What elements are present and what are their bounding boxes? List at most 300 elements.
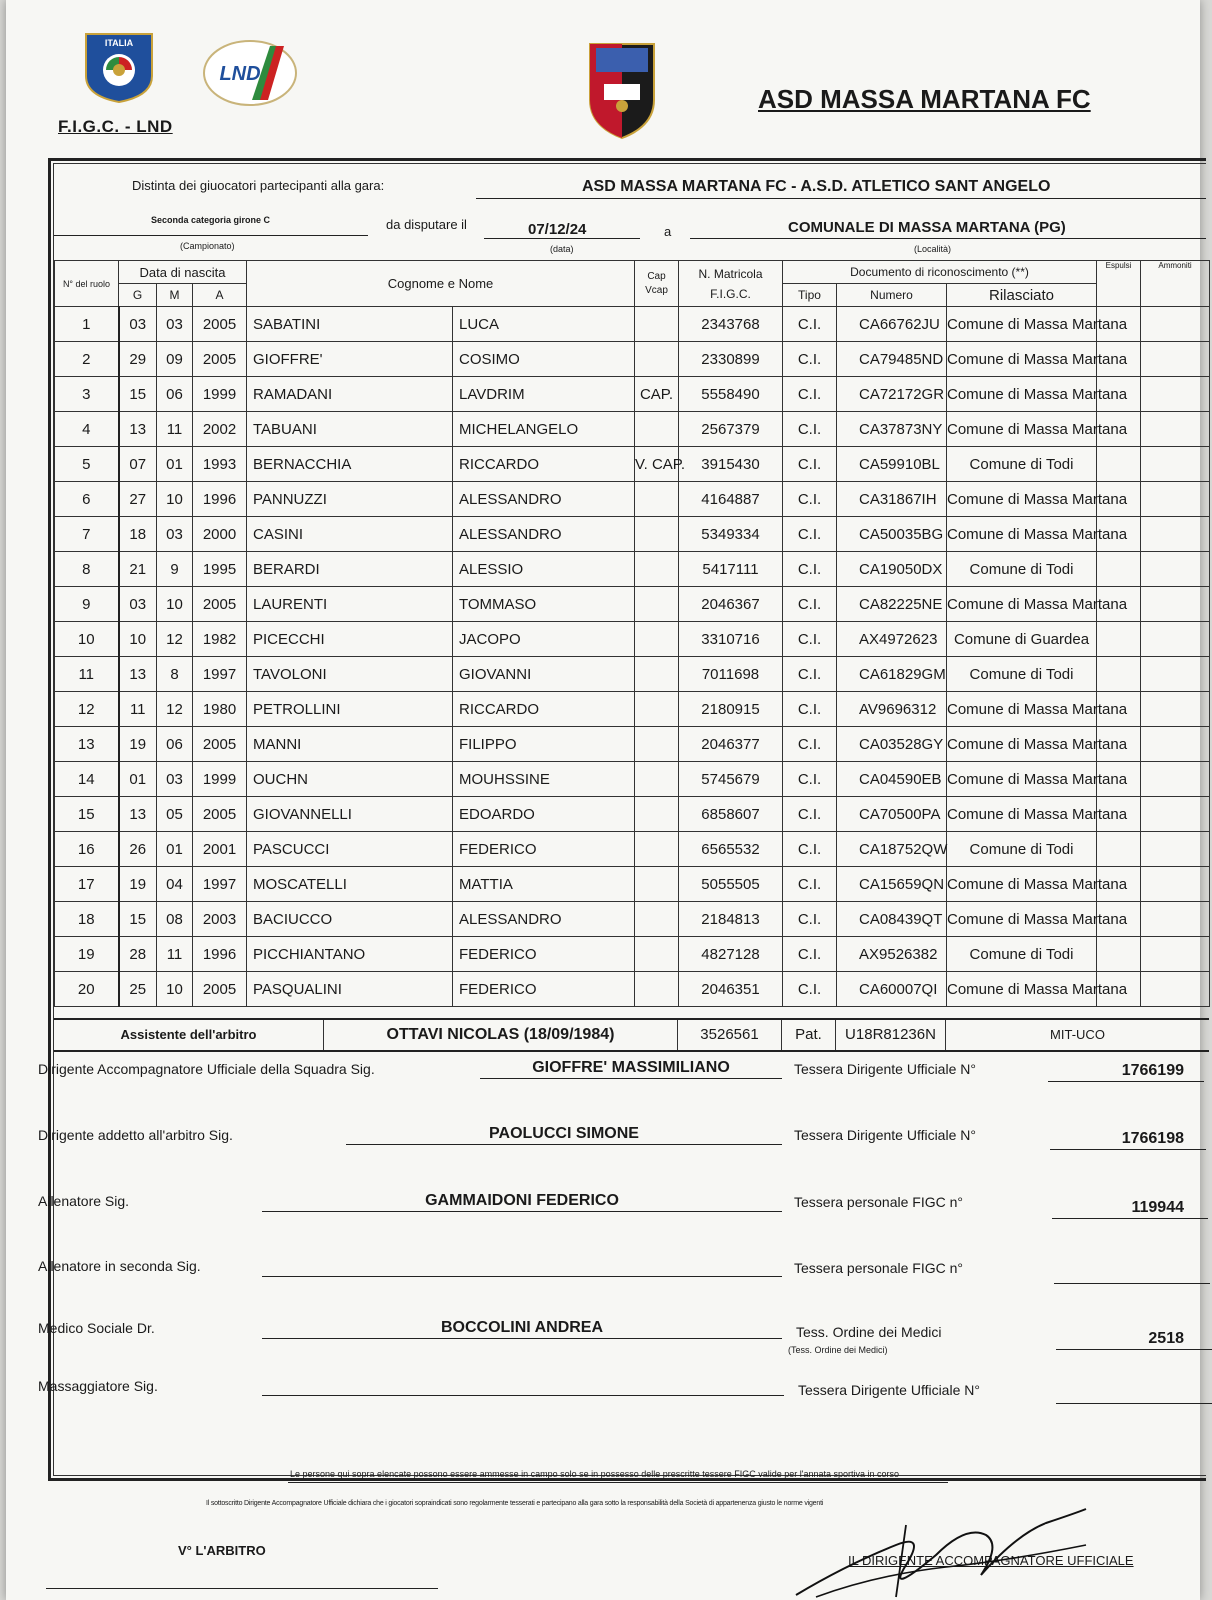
booked-cell bbox=[1141, 342, 1210, 377]
player-first-name: FEDERICO bbox=[453, 832, 635, 867]
date-caption: (data) bbox=[550, 244, 574, 254]
booked-cell bbox=[1141, 517, 1210, 552]
staff-tessera-label: Tessera Dirigente Ufficiale N° bbox=[798, 1382, 980, 1398]
birth-month: 10 bbox=[157, 972, 193, 1007]
player-first-name: COSIMO bbox=[453, 342, 635, 377]
header-ammoniti: Ammoniti bbox=[1141, 261, 1210, 307]
staff-name-dirigente-arbitro: PAOLUCCI SIMONE bbox=[489, 1125, 639, 1142]
document-number: CA15659QN bbox=[837, 867, 947, 902]
document-issued-by: Comune di Massa Martana bbox=[947, 797, 1097, 832]
players-table-body bbox=[55, 307, 1210, 1007]
player-surname: MOSCATELLI bbox=[247, 867, 453, 902]
table-row bbox=[55, 657, 1210, 692]
birth-day: 26 bbox=[119, 832, 157, 867]
player-number: 5 bbox=[55, 447, 119, 482]
expelled-cell bbox=[1097, 622, 1141, 657]
player-number: 17 bbox=[55, 867, 119, 902]
document-type: C.I. bbox=[783, 972, 837, 1007]
table-row bbox=[55, 482, 1210, 517]
player-surname: PICECCHI bbox=[247, 622, 453, 657]
document-number: CA60007QI bbox=[837, 972, 947, 1007]
championship-value: Seconda categoria girone C bbox=[151, 215, 271, 225]
document-type: C.I. bbox=[783, 517, 837, 552]
document-type: C.I. bbox=[783, 727, 837, 762]
player-surname: GIOFFRE' bbox=[247, 342, 453, 377]
birth-month: 03 bbox=[157, 762, 193, 797]
header-tipo: Tipo bbox=[783, 284, 837, 307]
player-number: 10 bbox=[55, 622, 119, 657]
document-issued-by: Comune di Massa Martana bbox=[947, 307, 1097, 342]
venue-caption: (Località) bbox=[914, 244, 952, 254]
footer-note-underline bbox=[288, 1482, 948, 1483]
header-rilasciato: Rilasciato bbox=[947, 284, 1097, 307]
document-type: C.I. bbox=[783, 342, 837, 377]
player-number: 7 bbox=[55, 517, 119, 552]
referee-assistant-issued: MIT-UCO bbox=[1050, 1027, 1105, 1042]
birth-day: 01 bbox=[119, 762, 157, 797]
document-number: CA72172GR bbox=[837, 377, 947, 412]
player-surname: PASCUCCI bbox=[247, 832, 453, 867]
player-surname: OUCHN bbox=[247, 762, 453, 797]
document-type: C.I. bbox=[783, 657, 837, 692]
header-m: M bbox=[157, 284, 193, 307]
player-first-name: ALESSANDRO bbox=[453, 902, 635, 937]
captain-mark bbox=[635, 412, 679, 447]
birth-month: 03 bbox=[157, 307, 193, 342]
figc-registration-number: 5417111 bbox=[679, 552, 783, 587]
document-number: CA18752QW bbox=[837, 832, 947, 867]
captain-mark bbox=[635, 587, 679, 622]
table-header-row bbox=[55, 261, 1210, 284]
player-first-name: MICHELANGELO bbox=[453, 412, 635, 447]
document-issued-by: Comune di Massa Martana bbox=[947, 377, 1097, 412]
birth-day: 19 bbox=[119, 727, 157, 762]
birth-year: 1993 bbox=[193, 447, 247, 482]
player-number: 1 bbox=[55, 307, 119, 342]
header-name: Cognome e Nome bbox=[247, 261, 635, 307]
booked-cell bbox=[1141, 412, 1210, 447]
table-row bbox=[55, 972, 1210, 1007]
birth-day: 11 bbox=[119, 692, 157, 727]
birth-year: 1996 bbox=[193, 482, 247, 517]
figc-registration-number: 5055505 bbox=[679, 867, 783, 902]
table-row bbox=[55, 447, 1210, 482]
tessera-underline bbox=[1052, 1218, 1208, 1219]
match-date: 07/12/24 bbox=[528, 221, 587, 238]
player-first-name: RICCARDO bbox=[453, 692, 635, 727]
document-number: CA82225NE bbox=[837, 587, 947, 622]
captain-mark bbox=[635, 622, 679, 657]
booked-cell bbox=[1141, 552, 1210, 587]
referee-assistant-name: OTTAVI NICOLAS (18/09/1984) bbox=[324, 1020, 678, 1050]
birth-day: 03 bbox=[119, 307, 157, 342]
player-surname: PANNUZZI bbox=[247, 482, 453, 517]
document-issued-by: Comune di Massa Martana bbox=[947, 972, 1097, 1007]
player-number: 11 bbox=[55, 657, 119, 692]
staff-tessera-dirigente-accompagnatore: 1766199 bbox=[1121, 1062, 1184, 1079]
document-issued-by: Comune di Guardea bbox=[947, 622, 1097, 657]
captain-mark bbox=[635, 517, 679, 552]
document-issued-by: Comune di Massa Martana bbox=[947, 762, 1097, 797]
player-number: 19 bbox=[55, 937, 119, 972]
birth-day: 07 bbox=[119, 447, 157, 482]
figc-registration-number: 2330899 bbox=[679, 342, 783, 377]
referee-signature-line bbox=[46, 1588, 438, 1589]
header-espulsi: Espulsi bbox=[1097, 261, 1141, 307]
to-play-label: da disputare il bbox=[386, 217, 467, 232]
document-type: C.I. bbox=[783, 307, 837, 342]
birth-month: 12 bbox=[157, 692, 193, 727]
document-issued-by: Comune di Massa Martana bbox=[947, 587, 1097, 622]
captain-mark bbox=[635, 307, 679, 342]
table-row bbox=[55, 797, 1210, 832]
player-first-name: FILIPPO bbox=[453, 727, 635, 762]
referee-assistant-label: Assistente dell'arbitro bbox=[54, 1020, 324, 1050]
staff-tessera-allenatore: 119944 bbox=[1131, 1199, 1184, 1216]
club-title: ASD MASSA MARTANA FC bbox=[758, 84, 1091, 114]
booked-cell bbox=[1141, 587, 1210, 622]
captain-mark bbox=[635, 727, 679, 762]
document-type: C.I. bbox=[783, 412, 837, 447]
table-row bbox=[55, 902, 1210, 937]
staff-tessera-label: Tessera Dirigente Ufficiale N° bbox=[794, 1127, 976, 1143]
document-type: C.I. bbox=[783, 867, 837, 902]
player-first-name: ALESSANDRO bbox=[453, 517, 635, 552]
player-surname: PICCHIANTANO bbox=[247, 937, 453, 972]
referee-assistant-matricola: 3526561 bbox=[678, 1020, 782, 1050]
referee-signature-label: V° L'ARBITRO bbox=[178, 1543, 266, 1558]
document-number: AX9526382 bbox=[837, 937, 947, 972]
staff-name-dirigente-accompagnatore: GIOFFRE' MASSIMILIANO bbox=[532, 1059, 730, 1076]
staff-underline bbox=[262, 1276, 782, 1277]
figc-registration-number: 5745679 bbox=[679, 762, 783, 797]
birth-day: 18 bbox=[119, 517, 157, 552]
document-type: C.I. bbox=[783, 482, 837, 517]
player-surname: RAMADANI bbox=[247, 377, 453, 412]
document-type: C.I. bbox=[783, 447, 837, 482]
table-row bbox=[55, 937, 1210, 972]
birth-year: 2005 bbox=[193, 307, 247, 342]
player-number: 13 bbox=[55, 727, 119, 762]
document-type: C.I. bbox=[783, 377, 837, 412]
official-signature-label: IL DIRIGENTE ACCOMPAGNATORE UFFICIALE bbox=[848, 1553, 1134, 1568]
referee-assistant-doc-number: U18R81236N bbox=[836, 1020, 946, 1050]
document-issued-by: Comune di Massa Martana bbox=[947, 867, 1097, 902]
document-number: CA66762JU bbox=[837, 307, 947, 342]
document-number: CA03528GY bbox=[837, 727, 947, 762]
expelled-cell bbox=[1097, 832, 1141, 867]
birth-day: 25 bbox=[119, 972, 157, 1007]
figc-shield-logo bbox=[82, 32, 156, 104]
staff-label-allenatore: Allenatore Sig. bbox=[38, 1193, 130, 1209]
birth-day: 29 bbox=[119, 342, 157, 377]
player-surname: GIOVANNELLI bbox=[247, 797, 453, 832]
birth-month: 09 bbox=[157, 342, 193, 377]
tessera-underline bbox=[1056, 1349, 1212, 1350]
booked-cell bbox=[1141, 482, 1210, 517]
staff-label-medico: Medico Sociale Dr. bbox=[38, 1320, 155, 1336]
figc-registration-number: 2046377 bbox=[679, 727, 783, 762]
booked-cell bbox=[1141, 307, 1210, 342]
birth-day: 10 bbox=[119, 622, 157, 657]
birth-day: 19 bbox=[119, 867, 157, 902]
expelled-cell bbox=[1097, 657, 1141, 692]
birth-year: 2005 bbox=[193, 342, 247, 377]
document-issued-by: Comune di Massa Martana bbox=[947, 342, 1097, 377]
player-surname: PETROLLINI bbox=[247, 692, 453, 727]
document-type: C.I. bbox=[783, 832, 837, 867]
figc-registration-number: 5558490 bbox=[679, 377, 783, 412]
birth-year: 1982 bbox=[193, 622, 247, 657]
staff-name-medico: BOCCOLINI ANDREA bbox=[440, 1319, 604, 1336]
footer-note-eligibility: Le persone qui sopra elencate possono essere ammesse in campo solo se in possesso delle prescritte tessere FIGC valide per l'annata sportiva in corso bbox=[290, 1469, 900, 1479]
document-type: C.I. bbox=[783, 552, 837, 587]
booked-cell bbox=[1141, 657, 1210, 692]
captain-mark bbox=[635, 902, 679, 937]
match-sheet-form bbox=[38, 158, 1206, 1481]
player-first-name: MATTIA bbox=[453, 867, 635, 902]
document-issued-by: Comune di Massa Martana bbox=[947, 482, 1097, 517]
figc-registration-number: 2184813 bbox=[679, 902, 783, 937]
footer-note-declaration: Il sottoscritto Dirigente Accompagnatore Ufficiale dichiara che i giocatori sopraindicati sono regolarmente tesserati e partecipano alla gara sotto la responsabilità della Società di appartenenza giusto le norme vigenti bbox=[206, 1500, 824, 1507]
player-number: 8 bbox=[55, 552, 119, 587]
birth-year: 1997 bbox=[193, 867, 247, 902]
staff-label-dirigente-accompagnatore: Dirigente Accompagnatore Ufficiale della Squadra Sig. bbox=[38, 1061, 375, 1077]
figc-label: F.I.G.C. - LND bbox=[58, 117, 173, 136]
player-number: 4 bbox=[55, 412, 119, 447]
expelled-cell bbox=[1097, 447, 1141, 482]
player-surname: CASINI bbox=[247, 517, 453, 552]
staff-underline bbox=[262, 1211, 782, 1212]
figc-registration-number: 7011698 bbox=[679, 657, 783, 692]
birth-year: 2003 bbox=[193, 902, 247, 937]
booked-cell bbox=[1141, 762, 1210, 797]
captain-mark bbox=[635, 762, 679, 797]
birth-year: 2005 bbox=[193, 972, 247, 1007]
birth-day: 15 bbox=[119, 902, 157, 937]
lnd-logo bbox=[202, 38, 302, 108]
staff-underline bbox=[262, 1338, 782, 1339]
figc-registration-number: 3915430 bbox=[679, 447, 783, 482]
staff-tessera-sublabel: (Tess. Ordine dei Medici) bbox=[788, 1345, 888, 1355]
document-type: C.I. bbox=[783, 587, 837, 622]
birth-year: 2001 bbox=[193, 832, 247, 867]
captain-mark bbox=[635, 832, 679, 867]
player-first-name: RICCARDO bbox=[453, 447, 635, 482]
lnd-logo-text: LND bbox=[219, 63, 261, 85]
staff-underline bbox=[346, 1144, 782, 1145]
birth-month: 9 bbox=[157, 552, 193, 587]
player-surname: LAURENTI bbox=[247, 587, 453, 622]
booked-cell bbox=[1141, 832, 1210, 867]
figc-registration-number: 6565532 bbox=[679, 832, 783, 867]
player-surname: MANNI bbox=[247, 727, 453, 762]
captain-mark bbox=[635, 797, 679, 832]
player-surname: BERNACCHIA bbox=[247, 447, 453, 482]
table-row bbox=[55, 727, 1210, 762]
birth-year: 1995 bbox=[193, 552, 247, 587]
tessera-underline bbox=[1054, 1283, 1210, 1284]
document-number: CA61829GM bbox=[837, 657, 947, 692]
player-first-name: TOMMASO bbox=[453, 587, 635, 622]
staff-underline bbox=[480, 1078, 782, 1079]
tessera-underline bbox=[1050, 1149, 1206, 1150]
table-row bbox=[55, 587, 1210, 622]
staff-tessera-label: Tessera personale FIGC n° bbox=[794, 1194, 964, 1210]
header-cap: Cap Vcap bbox=[635, 261, 679, 307]
player-number: 16 bbox=[55, 832, 119, 867]
player-surname: TAVOLONI bbox=[247, 657, 453, 692]
player-number: 18 bbox=[55, 902, 119, 937]
document-type: C.I. bbox=[783, 622, 837, 657]
birth-year: 1997 bbox=[193, 657, 247, 692]
birth-day: 27 bbox=[119, 482, 157, 517]
table-row bbox=[55, 342, 1210, 377]
document-number: AX4972623 bbox=[837, 622, 947, 657]
figc-registration-number: 2046351 bbox=[679, 972, 783, 1007]
header-role: N° del ruolo bbox=[55, 261, 119, 307]
booked-cell bbox=[1141, 377, 1210, 412]
header-g: G bbox=[119, 284, 157, 307]
handwritten-signature bbox=[786, 1505, 1106, 1600]
birth-month: 06 bbox=[157, 377, 193, 412]
captain-mark bbox=[635, 657, 679, 692]
birth-day: 28 bbox=[119, 937, 157, 972]
player-first-name: JACOPO bbox=[453, 622, 635, 657]
player-first-name: LAVDRIM bbox=[453, 377, 635, 412]
player-first-name: ALESSIO bbox=[453, 552, 635, 587]
player-number: 6 bbox=[55, 482, 119, 517]
figc-registration-number: 2343768 bbox=[679, 307, 783, 342]
table-row bbox=[55, 622, 1210, 657]
player-number: 15 bbox=[55, 797, 119, 832]
player-surname: BERARDI bbox=[247, 552, 453, 587]
table-row bbox=[55, 832, 1210, 867]
document-issued-by: Comune di Todi bbox=[947, 937, 1097, 972]
club-crest-logo bbox=[586, 40, 658, 140]
booked-cell bbox=[1141, 727, 1210, 762]
captain-mark bbox=[635, 552, 679, 587]
birth-day: 15 bbox=[119, 377, 157, 412]
player-number: 14 bbox=[55, 762, 119, 797]
player-surname: BACIUCCO bbox=[247, 902, 453, 937]
staff-name-allenatore: GAMMAIDONI FEDERICO bbox=[425, 1192, 619, 1209]
at-label: a bbox=[664, 224, 672, 239]
document-issued-by: Comune di Todi bbox=[947, 832, 1097, 867]
table-row bbox=[55, 377, 1210, 412]
captain-mark: CAP. bbox=[635, 377, 679, 412]
birth-month: 11 bbox=[157, 937, 193, 972]
player-number: 12 bbox=[55, 692, 119, 727]
captain-mark: V. CAP. bbox=[635, 447, 679, 482]
document-type: C.I. bbox=[783, 937, 837, 972]
document-issued-by: Comune di Todi bbox=[947, 447, 1097, 482]
birth-year: 2002 bbox=[193, 412, 247, 447]
document-number: CA08439QT bbox=[837, 902, 947, 937]
figc-registration-number: 2046367 bbox=[679, 587, 783, 622]
document-issued-by: Comune di Massa Martana bbox=[947, 902, 1097, 937]
teams-underline bbox=[476, 198, 1206, 199]
staff-label-dirigente-arbitro: Dirigente addetto all'arbitro Sig. bbox=[38, 1127, 233, 1143]
intro-text: Distinta dei giuocatori partecipanti alla gara: bbox=[132, 178, 385, 193]
document-issued-by: Comune di Todi bbox=[947, 552, 1097, 587]
expelled-cell bbox=[1097, 552, 1141, 587]
player-first-name: FEDERICO bbox=[453, 972, 635, 1007]
figc-registration-number: 5349334 bbox=[679, 517, 783, 552]
birth-day: 13 bbox=[119, 657, 157, 692]
birth-year: 2000 bbox=[193, 517, 247, 552]
document-type: C.I. bbox=[783, 797, 837, 832]
expelled-cell bbox=[1097, 937, 1141, 972]
document-issued-by: Comune di Todi bbox=[947, 657, 1097, 692]
birth-month: 04 bbox=[157, 867, 193, 902]
captain-mark bbox=[635, 867, 679, 902]
document-issued-by: Comune di Massa Martana bbox=[947, 517, 1097, 552]
figc-registration-number: 2180915 bbox=[679, 692, 783, 727]
birth-month: 06 bbox=[157, 727, 193, 762]
birth-month: 05 bbox=[157, 797, 193, 832]
player-surname: PASQUALINI bbox=[247, 972, 453, 1007]
birth-year: 2005 bbox=[193, 587, 247, 622]
booked-cell bbox=[1141, 622, 1210, 657]
championship-underline bbox=[54, 235, 368, 236]
booked-cell bbox=[1141, 867, 1210, 902]
player-surname: SABATINI bbox=[247, 307, 453, 342]
tessera-underline bbox=[1056, 1403, 1212, 1404]
championship-caption: (Campionato) bbox=[180, 241, 235, 251]
document-number: CA50035BG bbox=[837, 517, 947, 552]
date-underline bbox=[484, 238, 640, 239]
header-a: A bbox=[193, 284, 247, 307]
referee-assistant-doc-type: Pat. bbox=[782, 1020, 836, 1050]
document-number: CA04590EB bbox=[837, 762, 947, 797]
document-issued-by: Comune di Massa Martana bbox=[947, 727, 1097, 762]
birth-month: 01 bbox=[157, 447, 193, 482]
birth-day: 13 bbox=[119, 412, 157, 447]
match-venue: COMUNALE DI MASSA MARTANA (PG) bbox=[788, 219, 1066, 236]
birth-year: 1999 bbox=[193, 377, 247, 412]
birth-month: 11 bbox=[157, 412, 193, 447]
birth-month: 08 bbox=[157, 902, 193, 937]
birth-month: 10 bbox=[157, 482, 193, 517]
staff-tessera-label: Tessera personale FIGC n° bbox=[794, 1260, 964, 1276]
birth-month: 03 bbox=[157, 517, 193, 552]
document-number: AV9696312 bbox=[837, 692, 947, 727]
player-number: 20 bbox=[55, 972, 119, 1007]
table-row bbox=[55, 412, 1210, 447]
booked-cell bbox=[1141, 692, 1210, 727]
table-row bbox=[55, 552, 1210, 587]
header-numero: Numero bbox=[837, 284, 947, 307]
player-first-name: ALESSANDRO bbox=[453, 482, 635, 517]
booked-cell bbox=[1141, 797, 1210, 832]
birth-day: 21 bbox=[119, 552, 157, 587]
figc-registration-number: 3310716 bbox=[679, 622, 783, 657]
document-type: C.I. bbox=[783, 762, 837, 797]
birth-year: 1999 bbox=[193, 762, 247, 797]
document-number: CA37873NY bbox=[837, 412, 947, 447]
table-row bbox=[55, 762, 1210, 797]
birth-month: 10 bbox=[157, 587, 193, 622]
booked-cell bbox=[1141, 972, 1210, 1007]
captain-mark bbox=[635, 482, 679, 517]
figc-logo-text: ITALIA bbox=[104, 38, 134, 48]
header-birth: Data di nascita bbox=[119, 261, 247, 284]
header-matricola: N. Matricola F.I.G.C. bbox=[679, 261, 783, 307]
header-document: Documento di riconoscimento (**) bbox=[783, 261, 1097, 284]
venue-underline bbox=[690, 238, 1206, 239]
staff-label-allenatore-seconda: Allenatore in seconda Sig. bbox=[38, 1258, 201, 1274]
